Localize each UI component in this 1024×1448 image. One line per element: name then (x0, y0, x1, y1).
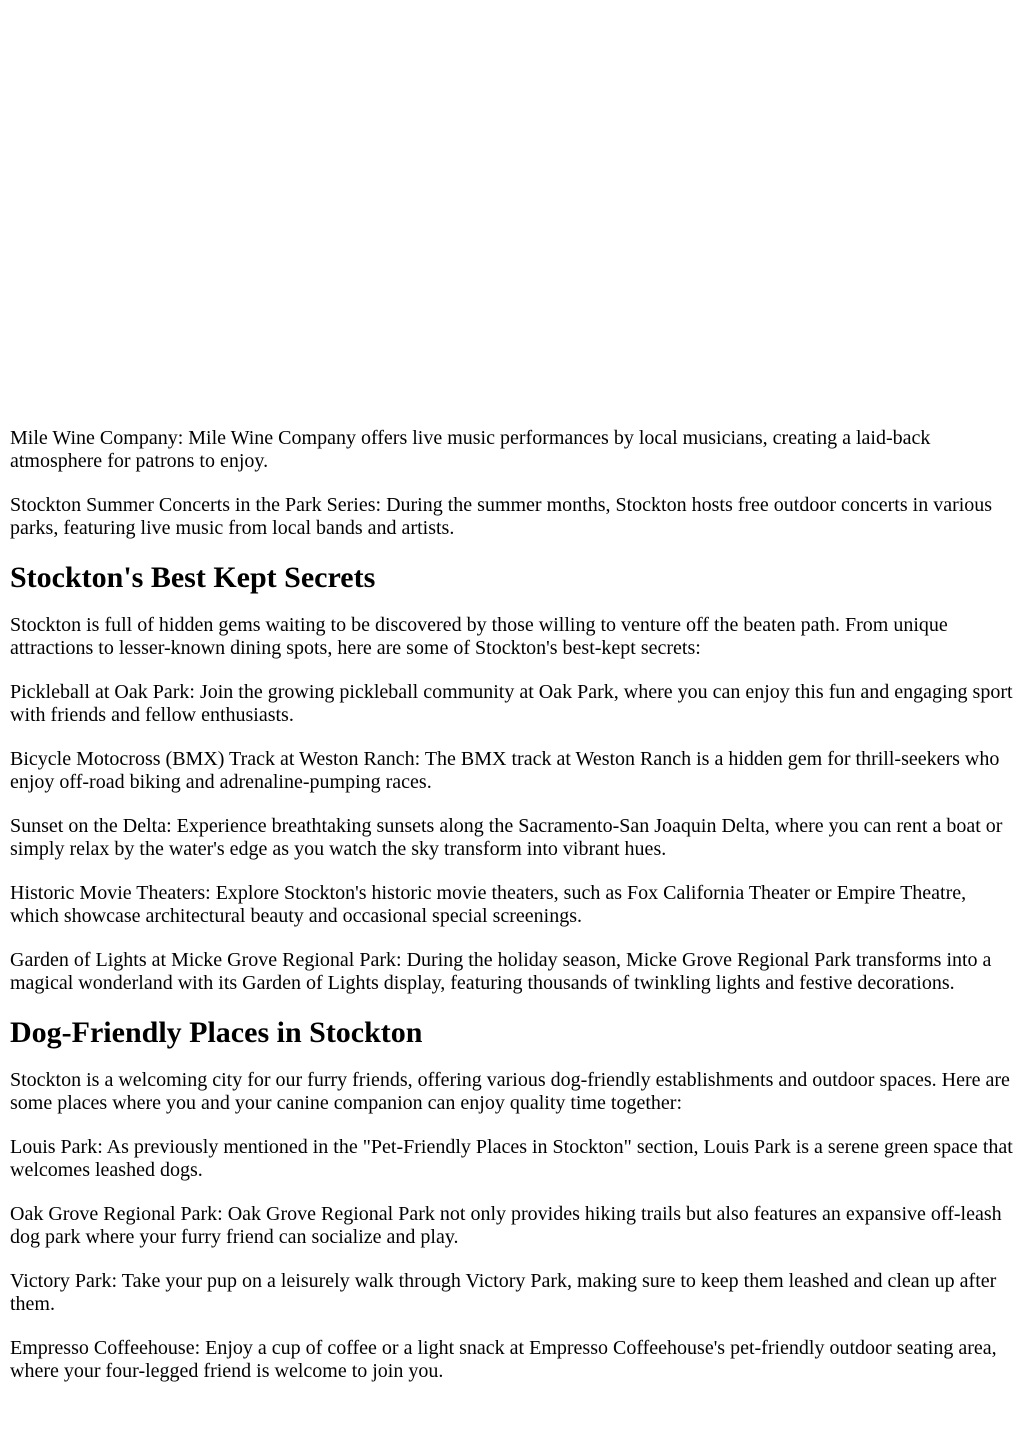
heading-best-kept-secrets: Stockton's Best Kept Secrets (10, 561, 376, 594)
paragraph-sunset-delta: Sunset on the Delta: Experience breathtaking sunsets along the Sacramento-San Joaquin Delta, where you can rent a boat or simply relax by the water's edge as you watch the sky transform into vibrant hues. (10, 815, 1003, 860)
paragraph-garden-of-lights: Garden of Lights at Micke Grove Regional Park: During the holiday season, Micke Grove Regional Park transforms into a magical wonderland with its Garden of Lights display, featuring thousands of twinkling lights and festive decorations. (10, 949, 992, 994)
heading-dog-friendly: Dog-Friendly Places in Stockton (10, 1016, 423, 1049)
paragraph-oak-grove: Oak Grove Regional Park: Oak Grove Regional Park not only provides hiking trails but also features an expansive off-leash dog park where your furry friend can socialize and play. (10, 1203, 1002, 1248)
blank-top-area (10, 0, 1014, 427)
paragraph-summer-concerts: Stockton Summer Concerts in the Park Series: During the summer months, Stockton hosts free outdoor concerts in various parks, featuring live music from local bands and artists. (10, 494, 993, 539)
paragraph-louis-park: Louis Park: As previously mentioned in the "Pet-Friendly Places in Stockton" section, Louis Park is a serene green space that welcomes leashed dogs. (10, 1136, 1013, 1181)
paragraph-victory-park: Victory Park: Take your pup on a leisurely walk through Victory Park, making sure to keep them leashed and clean up after them. (10, 1270, 997, 1315)
paragraph-mile-wine: Mile Wine Company: Mile Wine Company offers live music performances by local musicians, creating a laid-back atmosphere for patrons to enjoy. (10, 427, 931, 472)
paragraph-dog-intro: Stockton is a welcoming city for our furry friends, offering various dog-friendly establishments and outdoor spaces. Here are some places where you and your canine companion can enjoy quality time together: (10, 1069, 1010, 1114)
paragraph-pickleball: Pickleball at Oak Park: Join the growing pickleball community at Oak Park, where you can enjoy this fun and engaging sport with friends and fellow enthusiasts. (10, 681, 1013, 726)
paragraph-empresso: Empresso Coffeehouse: Enjoy a cup of coffee or a light snack at Empresso Coffeehouse's pet-friendly outdoor seating area, where your four-legged friend is welcome to join you. (10, 1337, 997, 1382)
paragraph-secrets-intro: Stockton is full of hidden gems waiting to be discovered by those willing to venture off the beaten path. From unique attractions to lesser-known dining spots, here are some of Stockton's best-kept secrets: (10, 614, 948, 659)
paragraph-bmx-track: Bicycle Motocross (BMX) Track at Weston Ranch: The BMX track at Weston Ranch is a hidden gem for thrill-seekers who enjoy off-road biking and adrenaline-pumping races. (10, 748, 1000, 793)
paragraph-movie-theaters: Historic Movie Theaters: Explore Stockton's historic movie theaters, such as Fox California Theater or Empire Theatre, which showcase architectural beauty and occasional special screenings. (10, 882, 967, 927)
